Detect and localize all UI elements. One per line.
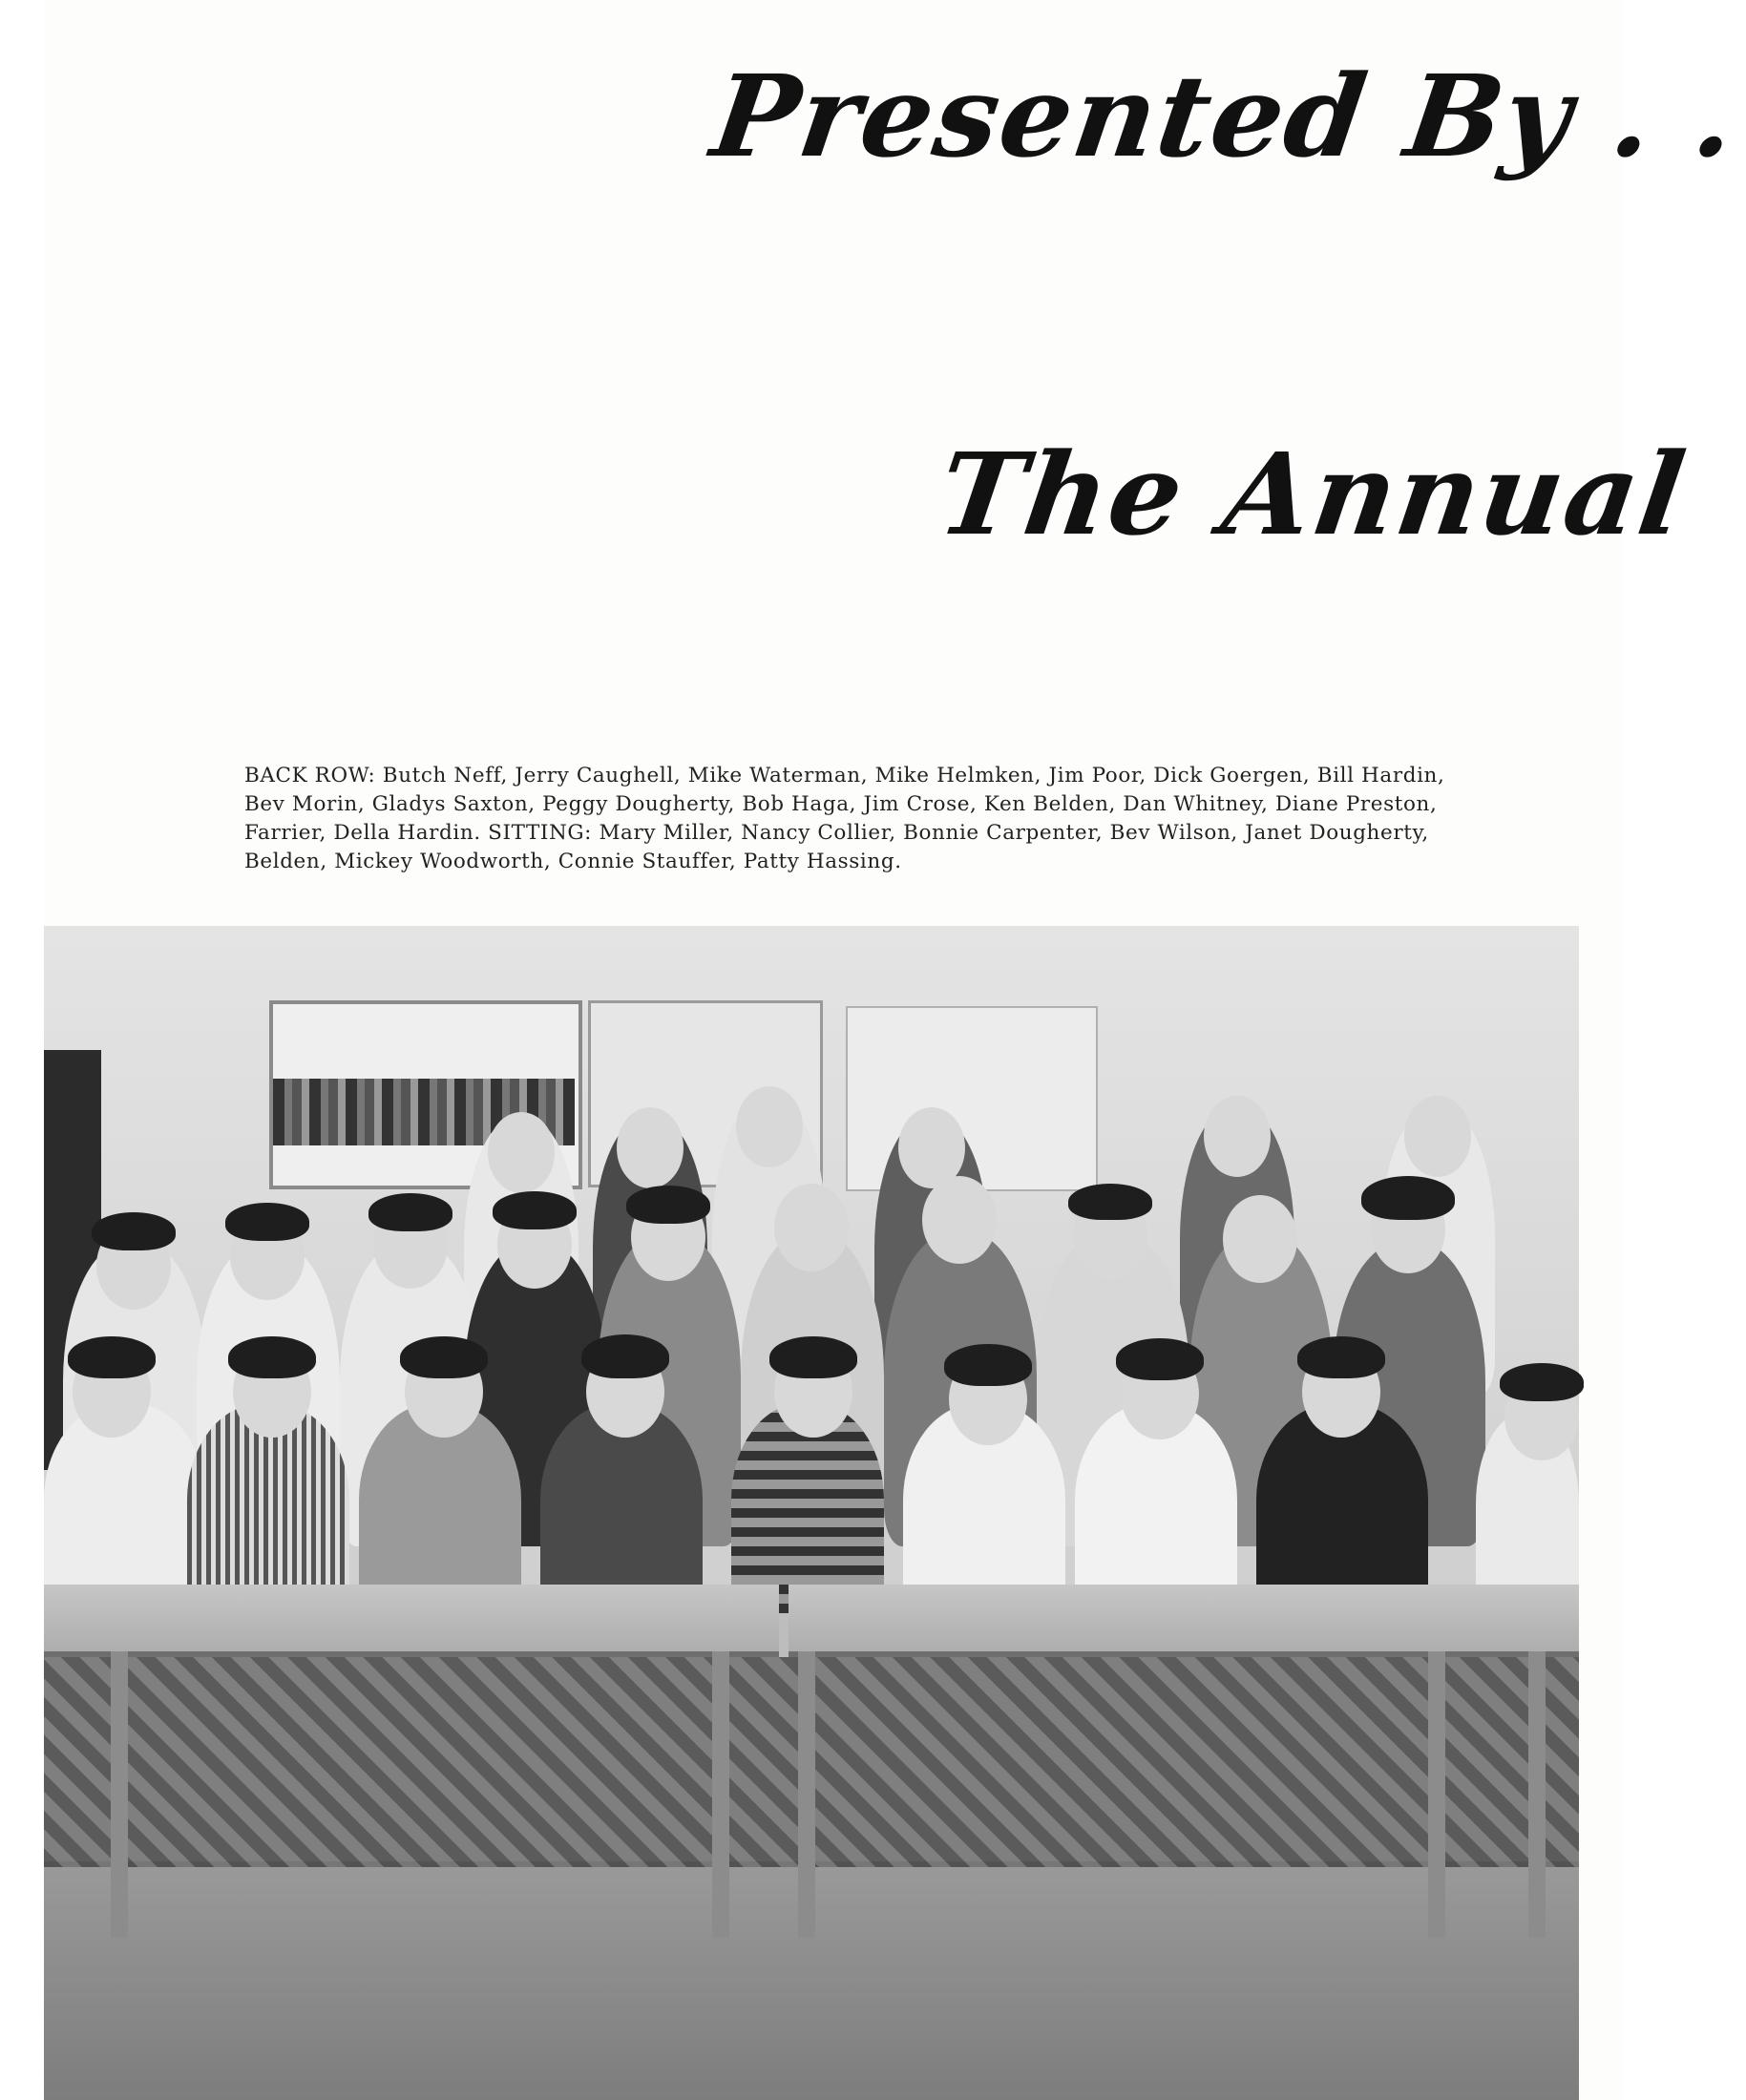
photo-table-leg — [111, 1651, 128, 1938]
photo-table-leg — [712, 1651, 729, 1938]
caption-line: Bev Morin, Gladys Saxton, Peggy Dougherty, Bob Haga, Jim Crose, Ken Belden, Dan Whitney, Diane Preston, — [244, 792, 1438, 816]
seated-person-hair — [1500, 1363, 1584, 1401]
standing-person-head — [1223, 1195, 1297, 1283]
photo-table — [44, 1585, 779, 1657]
seated-person-hair — [581, 1334, 669, 1378]
photo-table — [789, 1585, 1533, 1657]
standing-person-head — [922, 1176, 997, 1264]
standing-person-head — [1404, 1096, 1471, 1177]
heading-the-annual: The Annual — [931, 428, 1694, 560]
seated-person-hair — [228, 1336, 316, 1378]
scan-margin — [0, 0, 44, 2100]
caption-line: BACK ROW: Butch Neff, Jerry Caughell, Mike Waterman, Mike Helmken, Jim Poor, Dick Goergen, Bill Hardin, — [244, 764, 1445, 788]
standing-person-hair — [1361, 1176, 1455, 1220]
photo-table-leg — [1528, 1651, 1546, 1938]
standing-person-head — [774, 1184, 849, 1271]
seated-person-hair — [1116, 1338, 1204, 1380]
photo-table — [1533, 1585, 1579, 1657]
standing-person-head — [617, 1107, 684, 1188]
standing-person-hair — [626, 1186, 710, 1224]
seated-person-hair — [1297, 1336, 1385, 1378]
heading-presented-by: Presented By . . — [705, 50, 1746, 182]
photo-caption — [244, 762, 1573, 876]
photo-table-leg — [1428, 1651, 1445, 1938]
standing-person-hair — [493, 1191, 577, 1229]
standing-person-head — [1204, 1096, 1271, 1177]
standing-person-hair — [1068, 1184, 1152, 1220]
standing-person-hair — [225, 1203, 309, 1241]
caption-line: Farrier, Della Hardin. SITTING: Mary Miller, Nancy Collier, Bonnie Carpenter, Bev Wilson, Janet Dougherty, — [244, 821, 1429, 845]
seated-person-hair — [944, 1344, 1032, 1386]
standing-person-hair — [368, 1193, 452, 1231]
photo-table-leg — [798, 1651, 815, 1938]
standing-person-head — [488, 1112, 555, 1193]
standing-person-hair — [92, 1212, 176, 1250]
group-photo — [44, 926, 1579, 2100]
seated-person-hair — [769, 1336, 857, 1378]
seated-person-hair — [400, 1336, 488, 1378]
seated-person-hair — [68, 1336, 156, 1378]
caption-line: Belden, Mickey Woodworth, Connie Stauffer, Patty Hassing. — [244, 850, 902, 873]
standing-person-head — [736, 1086, 803, 1167]
